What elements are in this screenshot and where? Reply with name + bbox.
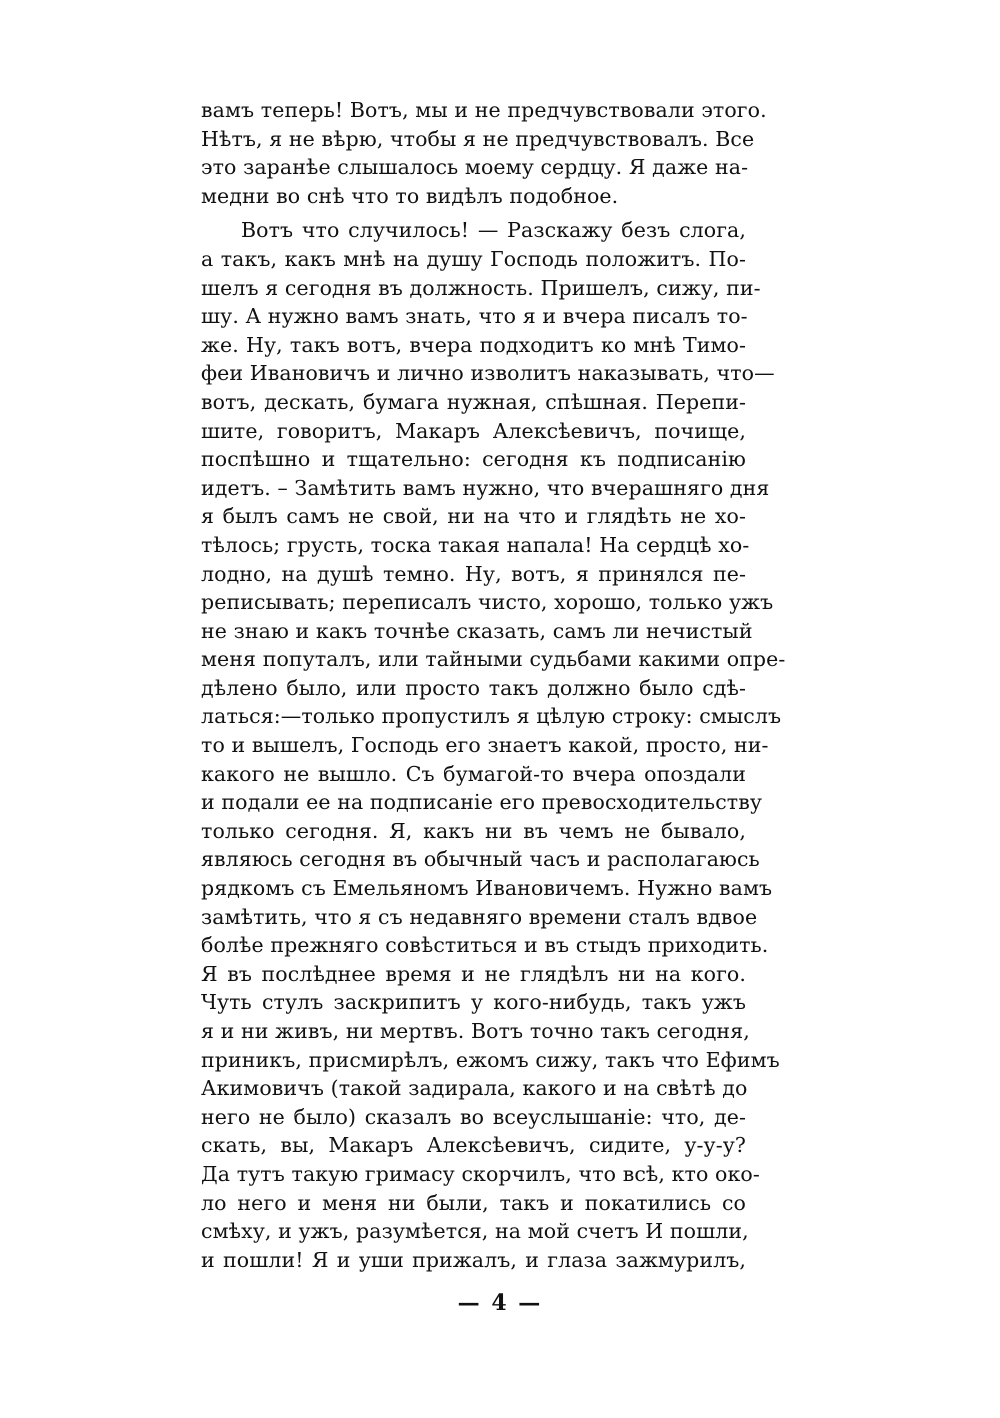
text-line: идетъ. – Замѣтить вамъ нужно, что вчерашняго дня bbox=[201, 475, 770, 500]
text-line: и пошли! Я и уши прижалъ, и глаза зажмурилъ, bbox=[201, 1247, 746, 1272]
text-line: поспѣшно и тщательно: сегодня къ подписанію bbox=[201, 447, 746, 472]
text-line: дѣлено было, или просто такъ должно было сдѣ- bbox=[201, 675, 746, 700]
text-line: скать, вы, Макаръ Алексѣевичъ, сидите, у-у-у? bbox=[201, 1133, 746, 1158]
text-line: это заранѣе слышалось моему сердцу. Я даже на- bbox=[201, 155, 749, 180]
text-line: являюсь сегодня въ обычный часъ и располагаюсь bbox=[201, 847, 760, 872]
text-line: шу. А нужно вамъ знать, что я и вчера писалъ то- bbox=[201, 304, 748, 329]
text-line: только сегодня. Я, какъ ни въ чемъ не бывало, bbox=[201, 818, 746, 843]
text-line: смѣху, и ужъ, разумѣется, на мой счетъ И пошли, bbox=[201, 1219, 749, 1244]
text-line: то и вышелъ, Господь его знаетъ какой, просто, ни- bbox=[201, 733, 769, 758]
text-line: шите, говоритъ, Макаръ Алексѣевичъ, почище, bbox=[201, 418, 746, 443]
text-line: замѣтить, что я съ недавняго времени сталъ вдвое bbox=[201, 904, 758, 929]
text-line: и подали ее на подписаніе его превосходительству bbox=[201, 790, 763, 815]
page-number: — 4 — bbox=[457, 1290, 543, 1316]
text-line: Акимовичъ (такой задирала, какого и на свѣтѣ до bbox=[201, 1076, 748, 1101]
text-line: рядкомъ съ Емельяномъ Ивановичемъ. Нужно вамъ bbox=[201, 876, 773, 901]
text-line: болѣе прежняго совѣститься и въ стыдъ приходить. bbox=[201, 933, 769, 958]
text-line: а такъ, какъ мнѣ на душу Господь положитъ. По- bbox=[201, 246, 746, 271]
text-line: приникъ, присмирѣлъ, ежомъ сижу, такъ что Ефимъ bbox=[201, 1047, 780, 1072]
text-line: Я въ послѣднее время и не глядѣлъ ни на кого. bbox=[201, 961, 746, 986]
text-line: же. Ну, такъ вотъ, вчера подходитъ ко мнѣ Тимо- bbox=[201, 332, 746, 357]
text-line: Чуть стулъ заскрипитъ у кого-нибудь, такъ ужъ bbox=[201, 990, 746, 1015]
text-line: Нѣтъ, я не вѣрю, чтобы я не предчувствовалъ. Все bbox=[201, 126, 755, 151]
text-line: вотъ, дескать, бумага нужная, спѣшная. Перепи- bbox=[201, 389, 746, 414]
text-line: феи Ивановичъ и лично изволитъ наказывать, что— bbox=[201, 361, 775, 386]
text-line: тѣлось; грусть, тоска такая напала! На сердцѣ хо- bbox=[201, 532, 750, 557]
text-line: шелъ я сегодня въ должность. Пришелъ, сижу, пи- bbox=[201, 275, 761, 300]
body-text bbox=[201, 96, 786, 1274]
text-line: него не было) сказалъ во всеуслышаніе: что, де- bbox=[201, 1104, 746, 1129]
text-line: я былъ самъ не свой, ни на что и глядѣть не хо- bbox=[201, 504, 746, 529]
text-line: Да тутъ такую гримасу скорчилъ, что всѣ, кто око- bbox=[201, 1161, 760, 1186]
text-line: вамъ теперь! Вотъ, мы и не предчувствовали этого. bbox=[201, 98, 767, 122]
text-line: ло него и меня ни были, такъ и покатились со bbox=[201, 1190, 746, 1215]
text-line: медни во снѣ что то видѣлъ подобное. bbox=[201, 183, 619, 208]
text-line: я и ни живъ, ни мертвъ. Вотъ точно такъ сегодня, bbox=[201, 1019, 750, 1043]
text-line: латься:—только пропустилъ я цѣлую строку: смыслъ bbox=[201, 704, 782, 729]
text-line: реписывать; переписалъ чисто, хорошо, только ужъ bbox=[201, 590, 774, 615]
text-line: меня попуталъ, или тайными судьбами какими опре- bbox=[201, 647, 786, 672]
text-line: не знаю и какъ точнѣе сказать, самъ ли нечистый bbox=[201, 618, 753, 643]
text-line: какого не вышло. Съ бумагой-то вчера опоздали bbox=[201, 761, 746, 786]
text-line: лодно, на душѣ темно. Ну, вотъ, я принялся пе- bbox=[201, 561, 746, 586]
text-line: Вотъ что случилось! — Разскажу безъ слога, bbox=[241, 218, 746, 243]
